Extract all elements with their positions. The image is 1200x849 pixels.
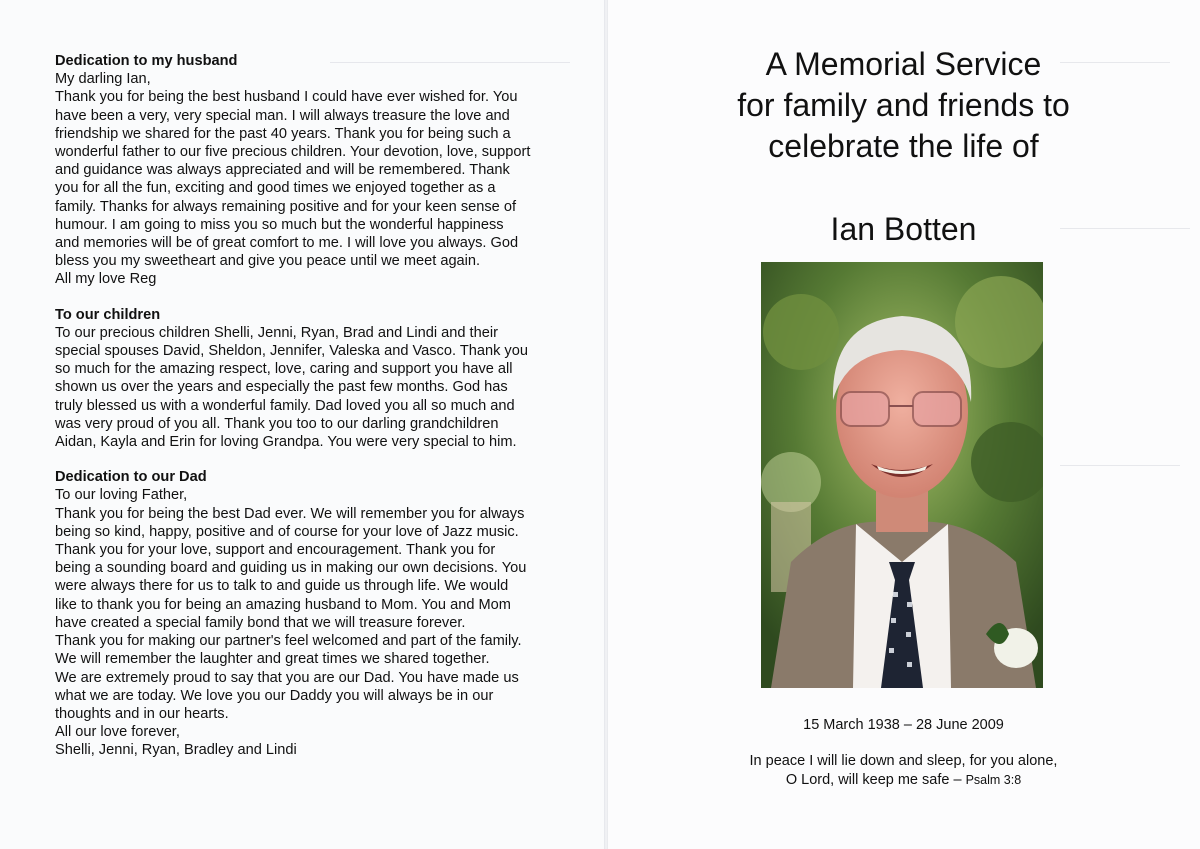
title-line: for family and friends to [737, 87, 1070, 123]
service-title [607, 44, 1200, 167]
text-line: To our loving Father, [55, 487, 188, 504]
text-line: so much for the amazing respect, love, caring and support you have all [55, 361, 513, 378]
text-line: We will remember the laughter and great times we shared together. [55, 651, 490, 668]
text-line: To our precious children Shelli, Jenni, Ryan, Brad and Lindi and their [55, 324, 498, 341]
text-line: special spouses David, Sheldon, Jennifer, Valeska and Vasco. Thank you [55, 343, 528, 360]
verse-line-2 [607, 771, 1200, 790]
text-line: like to thank you for being an amazing husband to Mom. You and Mom [55, 596, 511, 613]
text-line: being so kind, happy, positive and of course for your love of Jazz music. [55, 523, 519, 540]
text-line: Thank you for being the best husband I could have ever wished for. You [55, 89, 518, 106]
text-line: Thank you for making our partner's feel welcomed and part of the family. [55, 633, 522, 650]
dedication-husband [55, 52, 590, 289]
title-line: A Memorial Service [765, 46, 1042, 82]
bleed-through-mark [1060, 465, 1180, 466]
dedications [55, 52, 590, 770]
title-line: celebrate the life of [768, 128, 1039, 164]
text-line: All our love forever, [55, 724, 180, 741]
verse-reference: Psalm 3:8 [965, 773, 1022, 787]
section-heading: Dedication to our Dad [55, 469, 207, 486]
text-line: have been a very, very special man. I will always treasure the love and [55, 107, 510, 124]
life-dates: 15 March 1938 – 28 June 2009 [803, 717, 1004, 733]
verse-line: In peace I will lie down and sleep, for you alone, [749, 753, 1058, 769]
text-line: being a sounding board and guiding us in making our own decisions. You [55, 560, 527, 577]
text-line: thoughts and in our hearts. [55, 705, 229, 722]
text-line: Thank you for being the best Dad ever. We will remember you for always [55, 505, 525, 522]
verse-text: O Lord, will keep me safe – [785, 772, 962, 788]
scripture-verse [607, 752, 1200, 790]
text-line: My darling Ian, [55, 71, 151, 88]
deceased-name: Ian Botten [830, 211, 977, 247]
dedication-dad [55, 468, 590, 759]
text-line: friendship we shared for the past 40 years. Thank you for being such a [55, 125, 511, 142]
text-line: We are extremely proud to say that you are our Dad. You have made us [55, 669, 519, 686]
text-line: truly blessed us with a wonderful family. Dad loved you all so much and [55, 397, 515, 414]
text-line: bless you my sweetheart and give you peace until we meet again. [55, 253, 481, 270]
text-line: and guidance was always appreciated and will be remembered. Thank [55, 162, 510, 179]
text-line: were always there for us to talk to and guide us through life. We would [55, 578, 509, 595]
text-line: humour. I am going to miss you so much but the wonderful happiness [55, 216, 504, 233]
text-line: what we are today. We love you our Daddy you will always be in our [55, 687, 494, 704]
dedication-children [55, 306, 590, 452]
text-line: was very proud of you all. Thank you too to our darling grandchildren [55, 415, 499, 432]
text-line: and memories will be of great comfort to me. I will love you always. God [55, 235, 519, 252]
text-line: Shelli, Jenni, Ryan, Bradley and Lindi [55, 742, 297, 759]
text-line: Aidan, Kayla and Erin for loving Grandpa. You were very special to him. [55, 434, 517, 451]
text-line: Thank you for your love, support and encouragement. Thank you for [55, 542, 496, 559]
text-line: you for all the fun, exciting and good times we enjoyed together as a [55, 180, 496, 197]
text-line: have created a special family bond that we will treasure forever. [55, 614, 466, 631]
section-heading: To our children [55, 306, 161, 323]
text-line: shown us over the years and especially the past few months. God has [55, 379, 508, 396]
text-line: family. Thanks for always remaining positive and for your keen sense of [55, 198, 517, 215]
section-heading: Dedication to my husband [55, 53, 238, 69]
text-line: wonderful father to our five precious children. Your devotion, love, support [55, 144, 531, 161]
text-line: All my love Reg [55, 271, 157, 288]
portrait-photo [761, 262, 1043, 688]
